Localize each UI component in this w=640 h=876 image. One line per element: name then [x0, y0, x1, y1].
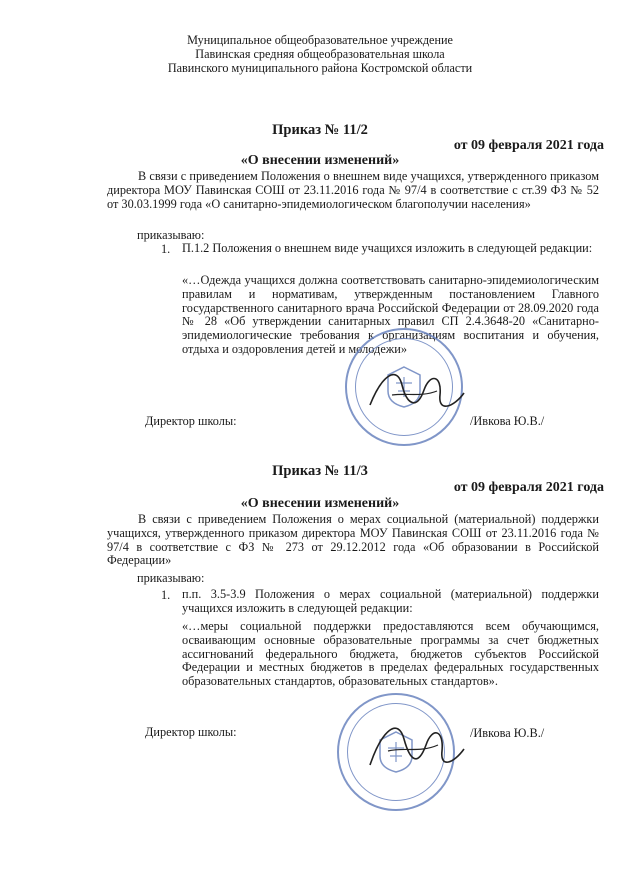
director-signature-2	[360, 705, 470, 785]
order2-item-number: 1.	[161, 588, 171, 602]
order1-quote: «…Одежда учащихся должна соответствовать санитарно-эпидемиологическим правилам и нормативам, утвержденным постановлением Главного государственного санитарного врача Российской Федерации от 28.09.2020 года № 28 «Об утверждении санитарных правил СП 2.4.3648-20 «Санитарно-эпидемиологические требования к организациям воспитания и обучения, отдыха и оздоровления детей и молодежи»	[182, 273, 599, 356]
order1-item-text: П.1.2 Положения о внешнем виде учащихся изложить в следующей редакции:	[182, 241, 593, 255]
order1-order-word: приказываю:	[137, 228, 205, 242]
org-name-line3: Павинского муниципального района Костромской области	[167, 61, 473, 75]
org-name-line1: Муниципальное общеобразовательное учреждение	[187, 33, 453, 47]
order1-title: Приказ № 11/2	[272, 122, 368, 138]
order2-title: Приказ № 11/3	[272, 463, 368, 479]
order2-intro: В связи с приведением Положения о мерах социальной (материальной) поддержки учащихся, утвержденного приказом директора МОУ Павинская СОШ от 23.11.2016 года № 97/4 в соответствие с ФЗ № 273 от 29.12.2012 года «Об образовании в Российской Федерации»	[107, 512, 599, 568]
director-signature	[362, 355, 472, 425]
order2-date: от 09 февраля 2021 года	[453, 480, 604, 495]
order1-date: от 09 февраля 2021 года	[453, 138, 604, 153]
order1-signer-name: /Ивкова Ю.В./	[470, 414, 545, 428]
order2-signer-name: /Ивкова Ю.В./	[470, 726, 545, 740]
order1-item-number: 1.	[161, 242, 171, 256]
org-name-line2: Павинская средняя общеобразовательная школа	[195, 47, 445, 61]
order1-subject: «О внесении изменений»	[240, 153, 400, 168]
order1-signer-label: Директор школы:	[145, 414, 237, 428]
order2-item-text: п.п. 3.5-3.9 Положения о мерах социальной (материальной) поддержки учащихся изложить в следующей редакции:	[182, 587, 599, 615]
order1-intro: В связи с приведением Положения о внешнем виде учащихся, утвержденного приказом директора МОУ Павинская СОШ от 23.11.2016 года № 97/4 в соответствие с ст.39 ФЗ № 52 от 30.03.1999 года «О санитарно-эпидемиологическом благополучии населения»	[107, 169, 599, 211]
order2-signer-label: Директор школы:	[145, 725, 237, 739]
order2-quote: «…меры социальной поддержки предоставляются всем обучающимся, осваивающим основные образовательные программы за счет бюджетных ассигнований федерального бюджета, бюджетов субъектов Российской Федерации и местных бюджетов в пределах федеральных государственных образовательных стандартов, образовательных стандартов».	[182, 619, 599, 689]
order2-order-word: приказываю:	[137, 571, 205, 585]
order2-subject: «О внесении изменений»	[240, 496, 400, 511]
